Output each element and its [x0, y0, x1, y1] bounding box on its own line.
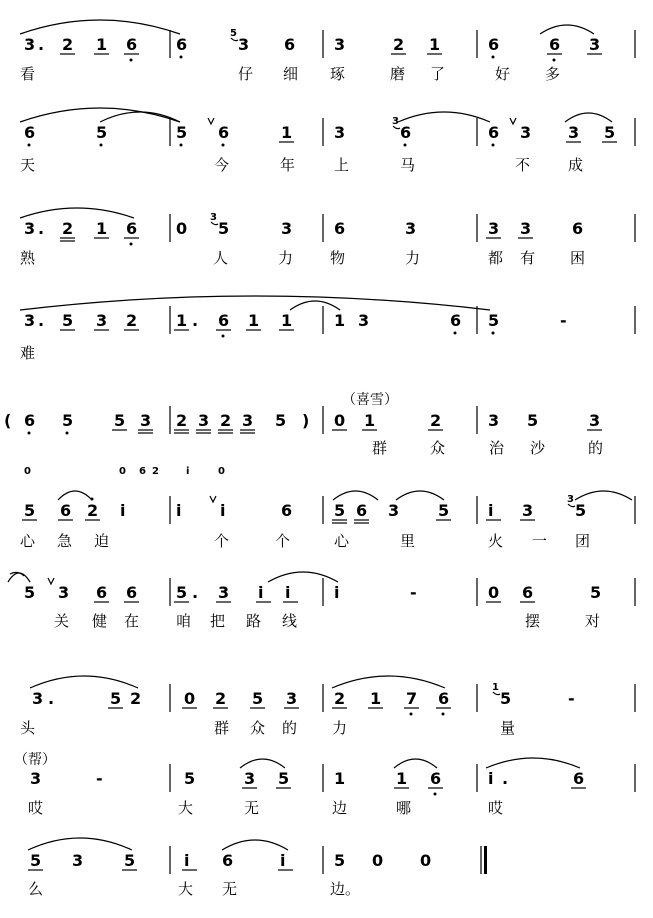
note: 6	[488, 123, 500, 142]
note: 2	[62, 219, 74, 238]
note: .	[38, 311, 45, 330]
system-7	[8, 572, 635, 630]
lyric-syllable: 众	[430, 439, 446, 457]
note: 6	[24, 411, 36, 430]
note: 5	[275, 411, 287, 430]
slur	[540, 25, 594, 34]
lyric-syllable: 力	[332, 719, 348, 737]
small-note: 0	[218, 466, 225, 477]
lyric-syllable: 都	[488, 249, 504, 267]
note: 1	[370, 689, 382, 708]
lyric-syllable: 人	[213, 249, 229, 267]
low-dot	[404, 144, 407, 147]
lyric-syllable: 个	[275, 532, 291, 550]
slur	[20, 208, 134, 218]
note: 5	[62, 311, 74, 330]
lyric-syllable: 里	[400, 532, 416, 550]
system-6	[20, 466, 635, 550]
low-dot	[492, 332, 495, 335]
lyric-syllable: 年	[280, 156, 296, 174]
note: 1	[396, 769, 408, 788]
note: 5	[184, 769, 196, 788]
note: 3	[405, 219, 417, 238]
grace-note: 1	[492, 682, 499, 693]
note: 5	[575, 501, 587, 520]
note: 3	[30, 769, 42, 788]
note: 3	[520, 219, 532, 238]
system-9	[14, 751, 635, 817]
lyric-syllable: 哪	[396, 799, 412, 817]
note: 3	[72, 851, 84, 870]
note: 3	[520, 123, 532, 142]
lyric-syllable: 众	[250, 719, 266, 737]
note: .	[48, 689, 55, 708]
low-dot	[492, 144, 495, 147]
note: 5	[176, 123, 188, 142]
note: 6	[222, 851, 234, 870]
lyric-syllable: 治	[489, 439, 505, 457]
lyric-syllable: 了	[430, 65, 446, 83]
note: 3	[218, 583, 230, 602]
note: i	[334, 583, 340, 602]
note: 3	[488, 219, 500, 238]
lyric-syllable: 今	[214, 156, 230, 174]
note: 1	[334, 311, 346, 330]
system-5	[4, 391, 603, 457]
slur	[394, 759, 437, 768]
low-dot	[28, 144, 31, 147]
note: 3	[32, 689, 44, 708]
note: 3	[286, 689, 298, 708]
lyric-syllable: 大	[178, 880, 194, 898]
slur	[486, 758, 580, 768]
note: 3	[589, 35, 601, 54]
lyric-syllable: 细	[283, 65, 299, 83]
note: 6	[281, 501, 293, 520]
note: 6	[126, 583, 138, 602]
breath-mark	[208, 118, 214, 124]
note: 5	[604, 123, 616, 142]
note: i	[176, 501, 182, 520]
slur	[565, 113, 612, 122]
small-note: 6	[139, 466, 146, 477]
note: i	[488, 501, 494, 520]
note: 6	[126, 35, 138, 54]
small-note: i	[186, 466, 190, 477]
low-dot	[130, 59, 133, 62]
note: 5	[30, 851, 42, 870]
system-10	[28, 838, 431, 898]
slur	[332, 676, 445, 688]
lyric-syllable: 力	[405, 249, 421, 267]
note: .	[192, 311, 199, 330]
lyric-syllable: 摆	[525, 612, 541, 630]
lyric-syllable: 团	[575, 532, 591, 550]
lyric-syllable: 火	[488, 532, 504, 550]
note: 6	[96, 583, 108, 602]
lyric-syllable: 关	[54, 612, 70, 630]
note: 0	[372, 851, 384, 870]
low-dot	[100, 144, 103, 147]
note: 6	[176, 35, 188, 54]
note: 3	[488, 411, 500, 430]
note: 3	[58, 583, 70, 602]
note: 5	[96, 123, 108, 142]
lyric-syllable: 看	[20, 65, 36, 83]
note: 5	[24, 501, 36, 520]
lyric-syllable: 好	[495, 65, 511, 83]
lyric-syllable: 哎	[488, 799, 504, 817]
note: 6	[60, 501, 72, 520]
section-mark: （帮）	[14, 752, 56, 768]
system-1	[20, 20, 635, 83]
slur	[396, 491, 444, 500]
note: 1	[281, 123, 293, 142]
note: 5	[500, 689, 512, 708]
lyric-syllable: 心	[334, 532, 350, 550]
lyric-syllable: 力	[278, 249, 294, 267]
note: 1	[429, 35, 441, 54]
note: 6	[24, 123, 36, 142]
note: 1	[334, 769, 346, 788]
note: 3	[281, 219, 293, 238]
lyric-syllable: 心	[20, 532, 36, 550]
note: 5	[110, 689, 122, 708]
lyric-syllable: 多	[545, 65, 561, 83]
slur	[268, 572, 338, 582]
breath-mark	[510, 118, 516, 124]
note: i	[184, 851, 190, 870]
slur	[30, 676, 138, 688]
lyric-syllable: 个	[214, 532, 230, 550]
note: 7	[406, 689, 418, 708]
note: )	[302, 411, 310, 430]
note: 2	[334, 689, 346, 708]
note: 2	[126, 311, 138, 330]
note: 5	[252, 689, 264, 708]
note: 5	[176, 583, 188, 602]
note: .	[502, 769, 509, 788]
note: -	[96, 769, 103, 788]
note: 6	[488, 35, 500, 54]
note: 1	[364, 411, 376, 430]
note: 6	[572, 219, 584, 238]
grace-note: 3	[567, 494, 574, 505]
low-dot	[28, 432, 31, 435]
slur	[100, 112, 180, 122]
lyric-syllable: 不	[515, 156, 531, 174]
lyric-syllable: 么	[28, 880, 44, 898]
note: 1	[96, 219, 108, 238]
note: 5	[590, 583, 602, 602]
note: 5	[438, 501, 450, 520]
final-barline-thick	[484, 846, 487, 874]
note: 1	[248, 311, 260, 330]
note: -	[560, 311, 567, 330]
small-note: 0	[119, 466, 126, 477]
note: 6	[126, 219, 138, 238]
grace-note: 5	[230, 28, 237, 39]
lyric-syllable: 哎	[28, 799, 44, 817]
note: .	[38, 35, 45, 54]
note: 6	[573, 769, 585, 788]
note: 3	[24, 35, 36, 54]
note: i	[220, 501, 226, 520]
note: .	[192, 583, 199, 602]
note: 2	[220, 411, 232, 430]
note: -	[568, 689, 575, 708]
note: 0	[176, 219, 188, 238]
note: 3	[589, 411, 601, 430]
note: 6	[438, 689, 450, 708]
lyric-syllable: 有	[520, 249, 536, 267]
lyric-syllable: 困	[570, 249, 586, 267]
low-dot	[180, 144, 183, 147]
lyric-syllable: 对	[585, 612, 601, 630]
lyric-syllable: 把	[210, 612, 226, 630]
small-note: 0	[24, 466, 31, 477]
slur	[333, 491, 378, 500]
system-8	[20, 676, 635, 737]
note: -	[410, 583, 417, 602]
lyric-syllable: 无	[222, 880, 238, 898]
lyric-syllable: 边	[332, 799, 348, 817]
lyric-syllable: 量	[500, 719, 516, 737]
note: 3	[198, 411, 210, 430]
note: 2	[87, 501, 99, 520]
low-dot	[553, 59, 556, 62]
low-dot	[180, 56, 183, 59]
slur	[290, 301, 340, 310]
breath-mark	[210, 496, 216, 502]
note: 1	[176, 311, 188, 330]
grace-note: 3	[210, 212, 217, 223]
slur	[8, 573, 30, 582]
note: 2	[430, 411, 442, 430]
note: 3	[334, 123, 346, 142]
slur	[20, 108, 180, 122]
slur	[222, 840, 288, 850]
note: 2	[215, 689, 227, 708]
note: i	[258, 583, 264, 602]
system-4	[20, 296, 635, 362]
slur	[240, 759, 285, 768]
low-dot	[222, 335, 225, 338]
note: 6	[522, 583, 534, 602]
note: 3	[522, 501, 534, 520]
lyric-syllable: 物	[330, 249, 346, 267]
note: 0	[420, 851, 432, 870]
note: 6	[400, 123, 412, 142]
note: 5	[488, 311, 500, 330]
note: 3	[334, 35, 346, 54]
note: 2	[393, 35, 405, 54]
note: 6	[356, 501, 368, 520]
slur	[28, 838, 132, 850]
note: 3	[568, 123, 580, 142]
note: 5	[334, 501, 346, 520]
note: 5	[218, 219, 230, 238]
lyric-syllable: 成	[568, 156, 584, 174]
lyric-syllable: 磨	[390, 65, 406, 83]
note: 0	[488, 583, 500, 602]
note: i	[488, 769, 494, 788]
lyric-syllable: 熟	[20, 249, 36, 267]
note: 5	[124, 851, 136, 870]
lyric-syllable: 线	[282, 612, 298, 630]
note: 6	[450, 311, 462, 330]
note: 3	[388, 501, 400, 520]
lyric-syllable: 一	[532, 532, 548, 550]
lyric-syllable: 健	[92, 612, 108, 630]
note: 2	[62, 35, 74, 54]
note: 6	[218, 123, 230, 142]
system-3	[20, 208, 635, 267]
tie-continuation	[10, 572, 24, 576]
grace-note: 3	[392, 116, 399, 127]
note: i	[285, 583, 291, 602]
lyric-syllable: 迫	[94, 532, 110, 550]
note: 6	[218, 311, 230, 330]
small-note: 2	[152, 466, 159, 477]
note: 0	[334, 411, 346, 430]
note: 6	[549, 35, 561, 54]
low-dot	[454, 332, 457, 335]
lyric-syllable: 仔	[238, 65, 254, 83]
lyric-syllable: 的	[588, 439, 604, 457]
note: 3	[140, 411, 152, 430]
note: 3	[242, 411, 254, 430]
slur	[20, 20, 180, 34]
lyric-syllable: 的	[282, 719, 298, 737]
note: 2	[176, 411, 188, 430]
note: 6	[430, 769, 442, 788]
note: 5	[278, 769, 290, 788]
slur	[398, 112, 490, 122]
note: (	[4, 411, 12, 430]
lyric-syllable: 上	[334, 156, 350, 174]
breath-mark	[48, 578, 54, 584]
low-dot	[492, 56, 495, 59]
low-dot	[130, 243, 133, 246]
slur	[575, 491, 632, 500]
note: 5	[24, 583, 36, 602]
lyric-syllable: 急	[57, 532, 73, 550]
note: 1	[281, 311, 293, 330]
lyric-syllable: 头	[20, 719, 36, 737]
lyric-syllable: 边。	[330, 880, 361, 898]
slur	[58, 491, 92, 500]
note: .	[38, 219, 45, 238]
note: 5	[334, 851, 346, 870]
section-mark: （喜雪）	[342, 392, 398, 408]
low-dot	[66, 432, 69, 435]
note: 3	[24, 311, 36, 330]
lyric-syllable: 群	[214, 719, 230, 737]
low-dot	[410, 713, 413, 716]
low-dot	[442, 713, 445, 716]
lyric-syllable: 天	[20, 156, 36, 174]
lyric-syllable: 无	[244, 799, 260, 817]
lyric-syllable: 难	[20, 344, 36, 362]
note: 2	[130, 689, 142, 708]
note: i	[280, 851, 286, 870]
note: 1	[96, 35, 108, 54]
note: i	[120, 501, 126, 520]
lyric-syllable: 大	[178, 799, 194, 817]
lyric-syllable: 沙	[530, 439, 546, 457]
note: 3	[96, 311, 108, 330]
lyric-syllable: 在	[124, 612, 140, 630]
lyric-syllable: 路	[246, 612, 262, 630]
note: 5	[114, 411, 126, 430]
slur	[20, 296, 490, 310]
note: 6	[334, 219, 346, 238]
lyric-syllable: 咱	[176, 612, 192, 630]
note: 3	[358, 311, 370, 330]
note: 3	[238, 35, 250, 54]
note: 5	[527, 411, 539, 430]
lyric-syllable: 琢	[330, 65, 346, 83]
note: 5	[62, 411, 74, 430]
lyric-syllable: 群	[372, 439, 388, 457]
system-2	[20, 108, 635, 174]
low-dot	[434, 793, 437, 796]
note: 6	[284, 35, 296, 54]
note: 3	[24, 219, 36, 238]
low-dot	[222, 144, 225, 147]
note: 3	[244, 769, 256, 788]
note: 0	[184, 689, 196, 708]
lyric-syllable: 马	[400, 156, 416, 174]
